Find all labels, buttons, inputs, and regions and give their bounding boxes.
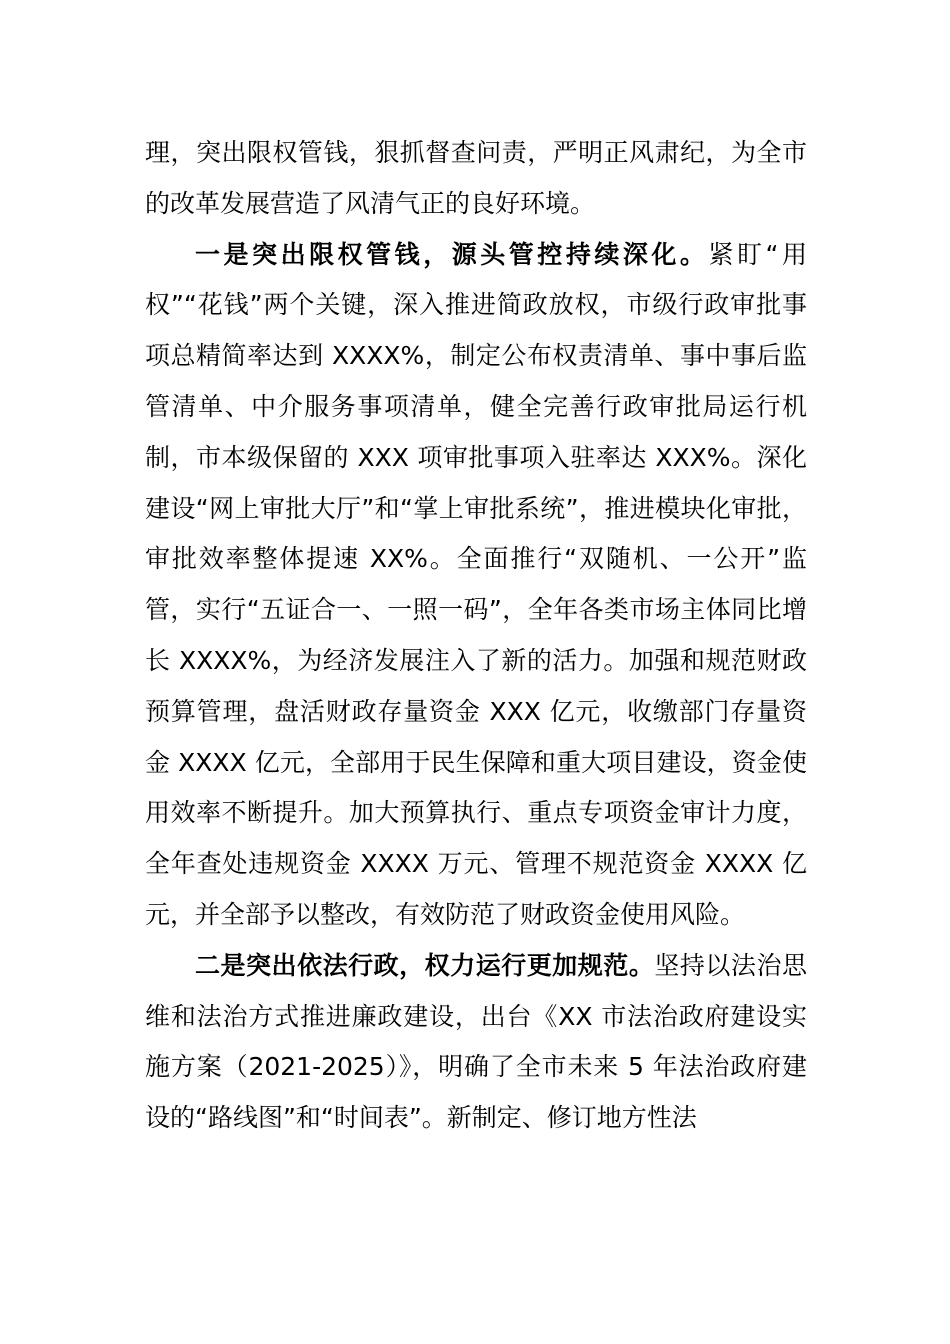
paragraph-text: 理，突出限权管钱，狠抓督查问责，严明正风肃纪，为全市的改革发展营造了风清气正的良好环境。 <box>145 138 807 218</box>
section-two-heading: 二是突出依法行政，权力运行更加规范。 <box>195 950 655 980</box>
document-body <box>145 128 807 1144</box>
paragraph-section-one <box>145 230 807 941</box>
section-one-heading: 一是突出限权管钱，源头管控持续深化。 <box>195 239 709 269</box>
paragraph-section-two <box>145 941 807 1144</box>
paragraph-text: 坚持以法治思维和法治方式推进廉政建设，出台《XX 市法治政府建设实施方案（2021-2025）》，明确了全市未来 5 年法治政府建设的“路线图”和“时间表”。新制定、修订地方性法 <box>145 950 807 1133</box>
paragraph-text: 紧盯“用权”“花钱”两个关键，深入推进简政放权，市级行政审批事项总精简率达到 XXXX%，制定公布权责清单、事中事后监管清单、中介服务事项清单，健全完善行政审批局运行机制，市本级保留的 XXX 项审批事项入驻率达 XXX%。深化建设“网上审批大厅”和“掌上审批系统”，推进模块化审批，审批效率整体提速 XX%。全面推行“双随机、一公开”监管，实行“五证合一、一照一码”，全年各类市场主体同比增长 XXXX%，为经济发展注入了新的活力。加强和规范财政预算管理，盘活财政存量资金 XXX 亿元，收缴部门存量资金 XXXX 亿元，全部用于民生保障和重大项目建设，资金使用效率不断提升。加大预算执行、重点专项资金审计力度，全年查处违规资金 XXXX 万元、管理不规范资金 XXXX 亿元，并全部予以整改，有效防范了财政资金使用风险。 <box>145 239 807 929</box>
paragraph-continuation <box>145 128 807 230</box>
